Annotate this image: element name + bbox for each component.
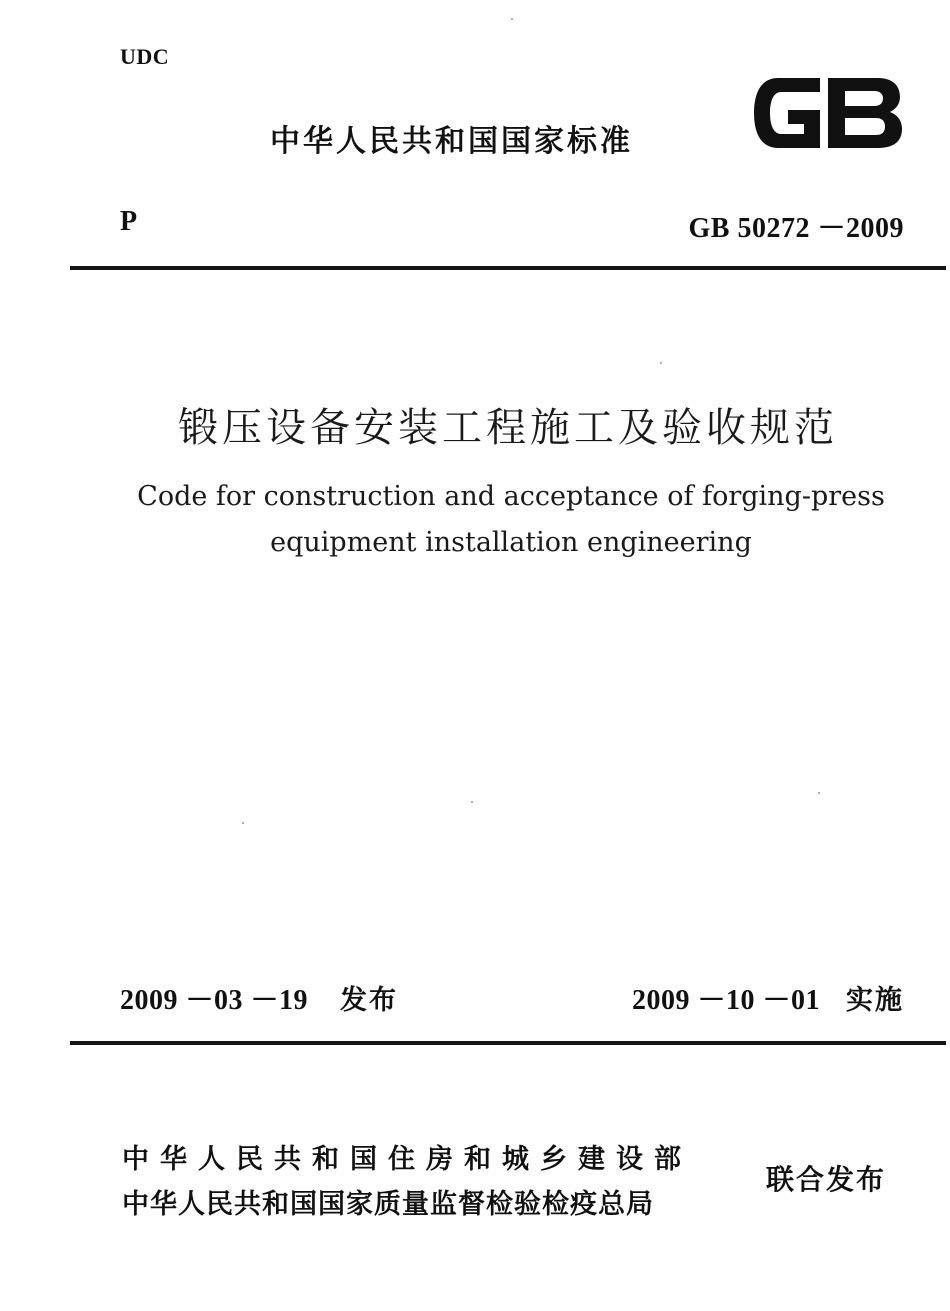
scan-speck	[660, 362, 662, 364]
joint-issue-label: 联合发布	[766, 1163, 887, 1196]
title-chinese: 锻压设备安装工程施工及验收规范	[178, 405, 838, 451]
scan-speck	[242, 822, 244, 824]
title-english-line2: equipment installation engineering	[270, 527, 752, 558]
issuer-ministry: 中华人民共和国住房和城乡建设部	[122, 1144, 692, 1175]
effective-date: 2009 －10 －01	[631, 985, 820, 1016]
standard-type-heading: 中华人民共和国国家标准	[270, 124, 633, 159]
issue-date-block	[120, 978, 398, 1018]
scan-speck	[511, 18, 513, 20]
issue-date: 2009 －03 －19	[120, 985, 309, 1016]
top-divider	[70, 266, 946, 270]
effective-date-block	[632, 978, 904, 1018]
classification-code: P	[120, 206, 138, 237]
bottom-divider	[70, 1041, 946, 1045]
udc-label: UDC	[120, 44, 170, 69]
scan-speck	[471, 801, 473, 803]
gb-logo-icon	[748, 70, 906, 156]
issuer-aqsiq: 中华人民共和国国家质量监督检验检疫总局	[122, 1189, 654, 1220]
standard-number: GB 50272 －2009	[688, 213, 904, 244]
effective-label: 实施	[846, 985, 904, 1016]
title-english-line1: Code for construction and acceptance of forging-press	[137, 481, 885, 512]
issue-label: 发布	[340, 985, 399, 1016]
scan-speck	[818, 792, 820, 794]
